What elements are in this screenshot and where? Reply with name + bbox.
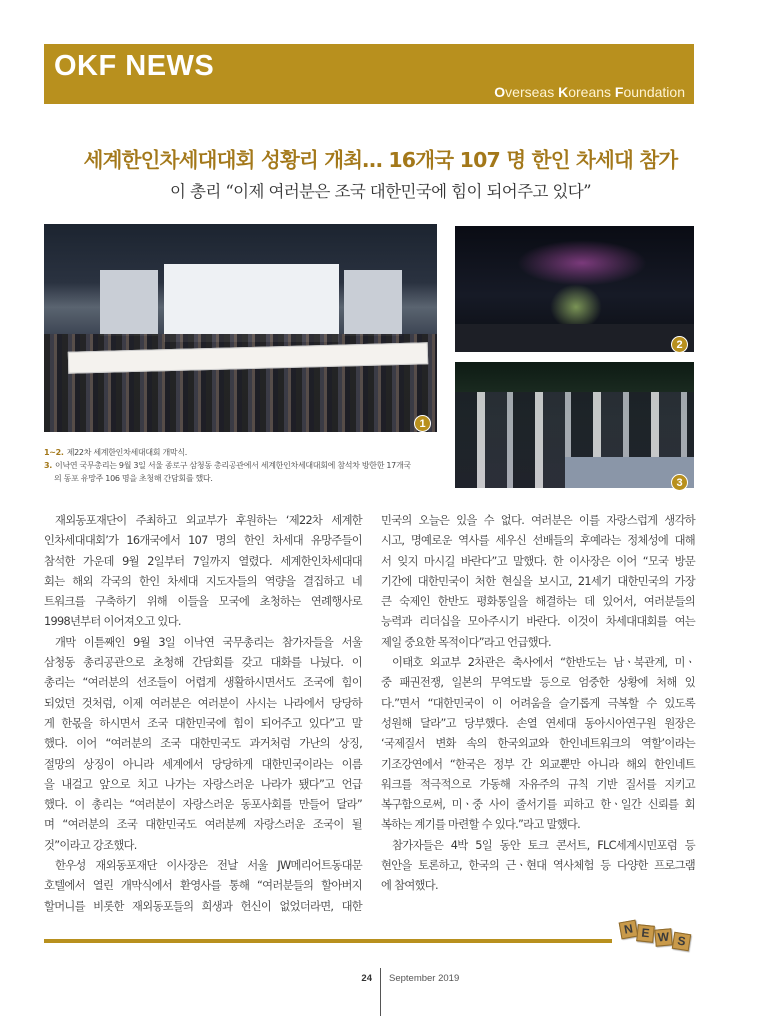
footer-divider (380, 968, 381, 1016)
banner-title: OKF NEWS (54, 50, 215, 82)
caption-number: 3. (44, 461, 53, 470)
footer-rule (44, 939, 612, 943)
photo-badge-1: 1 (414, 415, 431, 432)
body-line: 회는 해외 각국의 한인 차세대 지도자들의 역량을 결집하고 네 (44, 574, 362, 588)
body-line: 총리는 “여러분의 선조들이 어렵게 생활하시면서도 조국에 힘이 (44, 676, 362, 690)
body-line: 복하는 계기를 마련할 수 있다.”라고 말했다. (381, 818, 581, 832)
article-body-left-column (44, 511, 362, 917)
body-line: 되었던 것처럼, 이제 여러분은 여러분이 사시는 나라에서 당당하 (44, 696, 362, 710)
stamp-letter: E (636, 924, 655, 943)
body-line: 참가자들은 4박 5일 동안 토크 콘서트, FLC세계시민포럼 등 (392, 838, 695, 852)
body-line: 기조강연에서 “한국은 정부 간 외교뿐만 아니라 해외 한인네트 (381, 757, 695, 771)
stamp-letter: W (654, 928, 672, 946)
body-line: 트워크를 구축하기 위해 이들을 모국에 초청하는 연례행사로 (44, 595, 362, 609)
subtitle-initial: O (494, 84, 506, 100)
body-line: 서 잊지 마시길 바란다”고 말했다. 한 이사장은 이어 “모국 방문 (381, 554, 695, 568)
caption-text: 이낙연 국무총리는 9월 3일 서울 종로구 삼청동 총리공관에서 세계한인차세대대회에 참석차 방한한 17개국 (55, 461, 411, 470)
article-subhead: 이 총리 “이제 여러분은 조국 대한민국에 힘이 되어주고 있다” (170, 182, 591, 201)
okf-news-banner (44, 44, 694, 104)
subtitle-word: verseas (505, 84, 559, 100)
caption-line (44, 459, 444, 472)
issue-date: September 2019 (389, 973, 460, 984)
body-line: 을 내걸고 앞으로 치고 나가는 자랑스러운 나라가 됐다”고 언급 (44, 777, 362, 791)
body-line: 한우성 재외동포재단 이사장은 전날 서울 JW메리어트동대문 (55, 859, 362, 873)
body-line: 인차세대대회’가 16개국에서 107 명의 한인 차세대 유망주들이 (44, 534, 362, 548)
body-line: 할머니를 비롯한 재외동포들의 희생과 헌신이 없었더라면, 대한 (44, 899, 362, 913)
caption-number: 1~2. (44, 448, 64, 457)
body-line: 호텔에서 열린 개막식에서 환영사를 통해 “여러분들의 할아버지 (44, 879, 362, 893)
caption-text: 제22차 세계한인차세대대회 개막식. (66, 448, 187, 457)
stage-screen-right (344, 270, 402, 336)
article-body-right-column (381, 511, 695, 897)
body-line: 1998년부터 이어져오고 있다. (44, 615, 181, 629)
body-line: 것”이라고 강조했다. (44, 838, 137, 852)
body-line: 현안을 토론하고, 한국의 근ㆍ현대 역사체험 등 다양한 프로그램 (381, 859, 695, 873)
body-line: 며 “여러분의 조국 대한민국도 여러분께 자랑스러운 조국이 될 (44, 818, 362, 832)
caption-line (44, 446, 444, 459)
subtitle-initial: F (614, 84, 624, 100)
body-line: 시고, 명예로운 역사를 세우신 선배들의 후예라는 정체성에 대해 (381, 534, 695, 548)
subtitle-word: oundation (623, 84, 685, 100)
body-line: 이태호 외교부 2차관은 축사에서 “한반도는 남ㆍ북관계, 미ㆍ (392, 656, 695, 670)
body-line: 성원해 달라”고 당부했다. 손열 연세대 동아시아연구원 원장은 (381, 716, 695, 730)
body-line: 능력과 리더십을 모아주시기 바란다. 이것이 차세대대회를 여는 (381, 615, 695, 629)
body-line: 했다. 이어 “여러분의 조국 대한민국도 과거처럼 가난의 상징, (44, 737, 362, 751)
body-line: 절망의 상징이 아니라 세계에서 당당하게 대한민국이라는 이름 (44, 757, 362, 771)
body-line: 삼청동 총리공관으로 초청해 간담회를 갖고 대화를 나눴다. 이 (44, 656, 362, 670)
body-line: ‘국제질서 변화 속의 한국외교와 한인네트워크의 역할’이라는 (381, 737, 695, 751)
body-line: 재외동포재단이 주최하고 외교부가 후원하는 ‘제22차 세계한 (55, 514, 362, 527)
body-line: 했다. 이 총리는 “여러분이 자랑스러운 동포사회를 만들어 달라” (44, 798, 362, 812)
body-line: 중 패권전쟁, 일본의 무역도발 등으로 엄중한 상황에 처해 있 (381, 676, 695, 690)
photo-caption (44, 446, 444, 485)
photo-badge-2: 2 (671, 336, 688, 353)
body-line: 큰 숙제인 한반도 평화통일을 해결하는 데 있어서, 여러분들의 (381, 595, 695, 609)
banner-subtitle (494, 84, 685, 100)
body-line: 참석한 가운데 9월 2일부터 7일까지 열렸다. 세계한인차세대대 (44, 554, 362, 568)
photo-badge-3: 3 (671, 474, 688, 491)
stage-main-screen (164, 264, 339, 342)
body-line: 민국의 오늘은 있을 수 없다. 여러분은 이를 자랑스럽게 생각하 (381, 514, 695, 527)
photo-stage-performance (455, 226, 694, 352)
stage-screen-left (100, 270, 158, 336)
subtitle-initial: K (558, 84, 569, 100)
neon-sign-glow (517, 240, 647, 286)
body-line: 복구함으로써, 미ㆍ중 사이 줄서기를 피하고 한ㆍ일간 신뢰를 회 (381, 798, 695, 812)
stage-floor (455, 324, 694, 352)
caption-line: 의 동포 유망주 106 명을 초청해 간담회를 했다. (54, 474, 213, 483)
body-line: 제일 중요한 목적이다”라고 언급했다. (381, 635, 551, 649)
body-line: 기간에 대한민국이 처한 현실을 보시고, 21세기 대한민국의 가장 (381, 574, 695, 588)
page-number: 24 (361, 973, 372, 984)
body-line: 개막 이튿째인 9월 3일 이낙연 국무총리는 참가자들을 서울 (55, 635, 362, 649)
body-line: 워크를 적극적으로 가동해 자유주의 규칙 기반 질서를 지키고 (381, 777, 695, 791)
article-headline: 세계한인차세대대회 성황리 개최… 16개국 107 명 한인 차세대 참가 (83, 148, 678, 172)
body-line: 다.”면서 “대한민국이 이 어려움을 슬기롭게 극복할 수 있도록 (381, 696, 695, 710)
photo-prime-minister-meeting (455, 362, 694, 488)
news-stamp-icon (618, 917, 694, 957)
photo-opening-ceremony (44, 224, 437, 432)
subtitle-word: oreans (568, 84, 615, 100)
stamp-letter: S (672, 932, 691, 951)
body-line: 에 참여했다. (381, 879, 438, 893)
stamp-letter: N (619, 920, 639, 940)
body-line: 게 한몫을 하시면서 조국 대한민국에 힘이 되어주고 있다”고 말 (44, 716, 362, 730)
